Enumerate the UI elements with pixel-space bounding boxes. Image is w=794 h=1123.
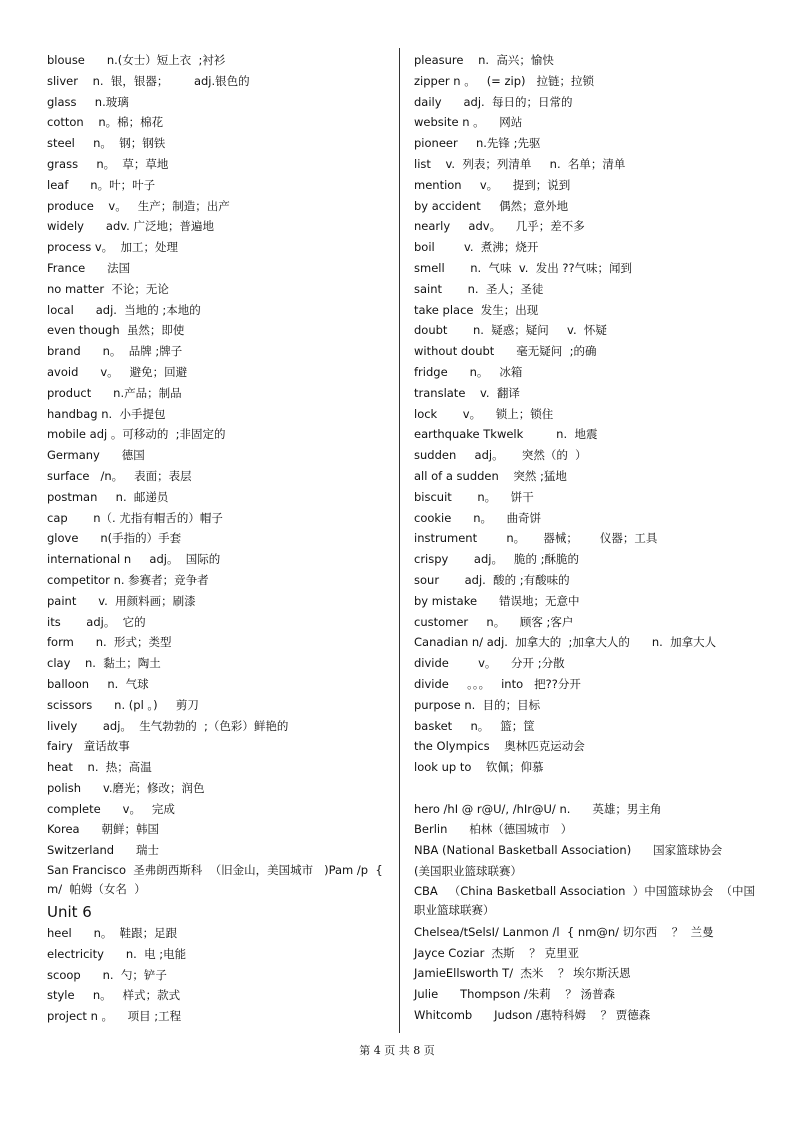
vocab-entry: CBA （China Basketball Association ）中国篮球协会 （中国职业篮球联赛） [414,883,756,917]
vocab-entry: nearly adv。 几乎；差不多 [414,219,585,234]
vocab-entry: project n 。 项目 ;工程 [47,1009,182,1024]
vocab-entry: Berlin 柏林（德国城市 ） [414,822,573,837]
vocab-entry: by accident 偶然；意外地 [414,198,569,213]
vocab-entry: translate v. 翻译 [414,385,520,400]
unit-heading: Unit 6 [47,903,92,922]
vocab-entry: NBA (National Basketball Association) 国家篮球协会 [414,843,723,858]
vocab-entry: saint n. 圣人；圣徒 [414,281,544,296]
vocab-entry: sliver n. 银，银器； adj.银色的 [47,73,250,88]
right-column [414,50,759,1026]
vocab-entry: surface /n。 表面；表层 [47,468,192,483]
vocab-entry: purpose n. 目的；目标 [414,697,541,712]
vocab-entry: handbag n. 小手提包 [47,406,166,421]
vocab-entry: heat n. 热；高温 [47,760,152,775]
vocab-entry: boil v. 煮沸；烧开 [414,240,539,255]
vocab-entry: Switzerland 瑞士 [47,843,160,858]
vocab-entry: electricity n. 电 ;电能 [47,946,187,961]
vocab-entry: its adj。 它的 [47,614,146,629]
vocab-entry: scissors n. (pl 。) 剪刀 [47,697,199,712]
page-footer: 第 4 页 共 8 页 [359,1044,435,1057]
vocab-entry: widely adv. 广泛地；普遍地 [47,219,214,234]
vocab-entry: by mistake 错误地；无意中 [414,593,580,608]
vocab-entry: divide v。 分开 ;分散 [414,656,565,671]
vocab-entry: glove n(手指的）手套 [47,531,182,546]
vocab-entry: basket n。 篮；筐 [414,718,535,733]
vocab-entry: mobile adj 。可移动的 ;非固定的 [47,427,226,442]
vocab-entry: website n 。 网站 [414,115,523,130]
vocab-entry: product n.产品；制品 [47,385,182,400]
vocab-entry: JamieEllsworth T/ 杰米 ？ 埃尔斯沃恩 [414,966,631,981]
vocab-entry: balloon n. 气球 [47,676,149,691]
vocab-entry: form n. 形式；类型 [47,635,172,650]
vocab-entry: customer n。 顾客 ;客户 [414,614,574,629]
vocab-entry: list v. 列表；列清单 n. 名单；清单 [414,156,626,171]
vocab-entry: look up to 钦佩；仰慕 [414,760,544,775]
vocab-entry: grass n。 草；草地 [47,156,169,171]
section-gap [414,778,759,799]
vocab-entry: produce v。 生产；制造；出产 [47,198,230,213]
vocab-entry: (美国职业篮球联赛） [414,864,522,879]
vocab-entry: polish v.磨光；修改；润色 [47,780,205,795]
vocab-entry: Korea 朝鲜；韩国 [47,822,160,837]
vocab-entry: divide 。。。 into 把??分开 [414,676,581,691]
vocab-entry: heel n。 鞋跟；足跟 [47,926,178,941]
column-divider [399,48,400,1033]
vocab-entry: scoop n. 勺；铲子 [47,967,167,982]
vocab-entry: avoid v。 避免；回避 [47,364,188,379]
vocab-entry: cotton n。棉；棉花 [47,115,164,130]
vocab-entry: leaf n。叶；叶子 [47,177,156,192]
vocab-entry: complete v。 完成 [47,801,175,816]
vocab-entry: glass n.玻璃 [47,94,129,109]
vocab-entry: Canadian n/ adj. 加拿大的 ;加拿大人的 n. 加拿大人 [414,635,717,650]
vocab-entry: Germany 德国 [47,448,145,463]
vocab-entry: lively adj。 生气勃勃的 ;（色彩）鲜艳的 [47,718,289,733]
vocab-entry: pleasure n. 高兴；愉快 [414,53,554,67]
vocab-entry: hero /hI @ r@U/, /hIr@U/ n. 英雄；男主角 [414,801,662,816]
vocab-entry: zipper n 。 (= zip) 拉链；拉锁 [414,73,594,88]
vocab-entry: smell n. 气味 v. 发出 ??气味；闻到 [414,260,633,275]
vocab-entry: France 法国 [47,260,131,275]
vocab-entry: fridge n。 冰箱 [414,364,523,379]
vocab-entry: doubt n. 疑惑；疑问 v. 怀疑 [414,323,607,338]
left-column [47,50,387,1027]
vocab-entry: Julie Thompson /朱莉 ？ 汤普森 [414,987,616,1002]
vocab-entry: cookie n。 曲奇饼 [414,510,542,525]
vocab-entry: the Olympics 奥林匹克运动会 [414,739,585,754]
vocab-entry: local adj. 当地的 ;本地的 [47,302,201,317]
vocab-entry: Chelsea/tSelsI/ Lanmon /l { nm@n/ 切尔西 ？ 兰曼 [414,924,714,939]
vocab-entry: earthquake Tkwelk n. 地震 [414,427,598,442]
vocab-entry: blouse n.(女士）短上衣 ;衬衫 [47,53,226,67]
vocab-entry: San Francisco 圣弗朗西斯科 （旧金山，美国城市 )Pam /p { m/ 帕姆（女名 ） [47,863,387,897]
vocab-entry: mention v。 提到；说到 [414,177,571,192]
vocab-entry: cap n（. 尤指有帽舌的）帽子 [47,510,223,525]
vocab-entry: crispy adj。 脆的 ;酥脆的 [414,552,579,567]
vocab-entry: Whitcomb Judson /惠特科姆 ？ 贾德森 [414,1008,651,1023]
vocab-entry: no matter 不论；无论 [47,281,169,296]
vocab-entry: competitor n. 参赛者；竞争者 [47,572,209,587]
vocab-entry: all of a sudden 突然 ;猛地 [414,468,567,483]
vocab-entry: brand n。 品牌 ;牌子 [47,344,183,359]
vocab-entry: style n。 样式；款式 [47,988,181,1003]
vocab-entry: steel n。 钢；钢铁 [47,136,166,151]
vocab-entry: postman n. 邮递员 [47,489,169,504]
vocab-entry: international n adj。 国际的 [47,552,221,567]
vocab-entry: clay n. 黏土；陶土 [47,656,161,671]
vocab-entry: without doubt 毫无疑问 ;的确 [414,344,597,359]
vocab-entry: fairy 童话故事 [47,739,130,754]
vocab-entry: pioneer n.先锋 ;先驱 [414,136,541,151]
vocab-entry: process v。 加工；处理 [47,240,178,255]
vocab-entry: sour adj. 酸的 ;有酸味的 [414,572,570,587]
vocab-entry: even though 虽然；即使 [47,323,185,338]
vocab-entry: daily adj. 每日的；日常的 [414,94,573,109]
vocab-entry: instrument n。 器械； 仪器；工具 [414,531,658,546]
vocab-entry: take place 发生；出现 [414,302,539,317]
vocab-entry: sudden adj。 突然（的 ） [414,448,587,463]
vocab-entry: paint v. 用颜料画；刷漆 [47,593,196,608]
vocab-entry: Jayce Coziar 杰斯 ？ 克里亚 [414,945,579,960]
vocab-entry: biscuit n。 饼干 [414,489,534,504]
vocab-entry: lock v。 锁上；锁住 [414,406,554,421]
